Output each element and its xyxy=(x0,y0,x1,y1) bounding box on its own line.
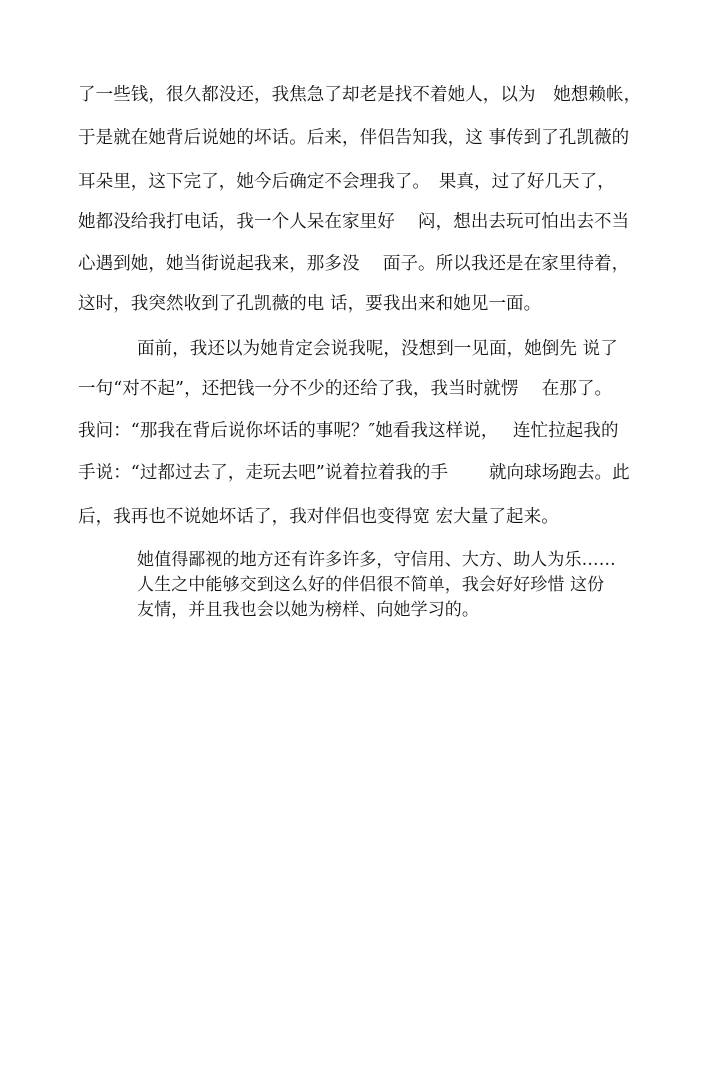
text-line: 手说：“过都过去了，走玩去吧”说着拉着我的手 就向球场跑去。此 xyxy=(78,463,630,483)
text-line: 这时，我突然收到了孔凯薇的电 话，要我出来和她见一面。 xyxy=(78,294,542,314)
text-line: 人生之中能够交到这么好的伴侣很不简单，我会好好珍惜 这份 xyxy=(137,575,605,595)
text-line: 后，我再也不说她坏话了，我对伴侣也变得宽 宏大量了起来。 xyxy=(78,507,559,527)
text-line: 她值得鄙视的地方还有许多许多，守信用、大方、助人为乐…… xyxy=(137,550,616,570)
text-line: 友情，并且我也会以她为榜样、向她学习的。 xyxy=(137,600,479,620)
text-line: 面前，我还以为她肯定会说我呢，没想到一见面，她倒先 说了 xyxy=(137,339,618,359)
text-line: 了一些钱，很久都没还，我焦急了却老是找不着她人，以为 她想赖帐， xyxy=(78,85,642,105)
text-line: 心遇到她，她当街说起我来，那多没 面子。所以我还是在家里待着， xyxy=(78,254,630,274)
text-line: 我问：“那我在背后说你坏话的事呢？″她看我这样说， 连忙拉起我的 xyxy=(78,421,619,441)
text-line: 她都没给我打电话，我一个人呆在家里好 闷，想出去玩可怕出去不当 xyxy=(78,212,630,232)
text-line: 耳朵里，这下完了，她今后确定不会理我了。 果真，过了好几天了， xyxy=(78,172,615,192)
text-line: 于是就在她背后说她的坏话。后来，伴侣告知我，这 事传到了孔凯薇的 xyxy=(78,128,630,148)
text-line: 一句“对不起”，还把钱一分不少的还给了我，我当时就愣 在那了。 xyxy=(78,379,613,399)
